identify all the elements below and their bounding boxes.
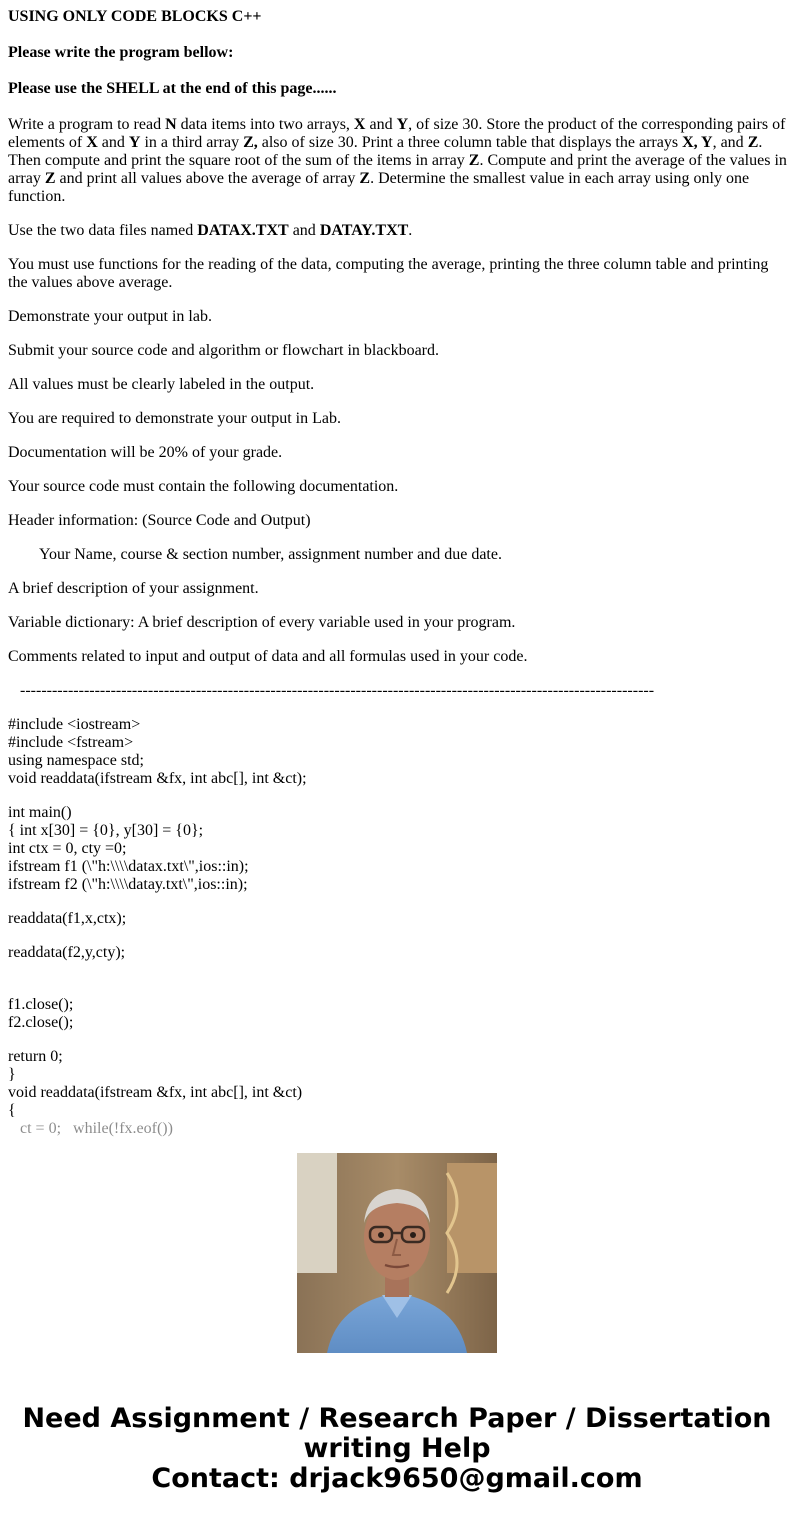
header-fields-note: Your Name, course & section number, assignment number and due date. — [39, 546, 502, 563]
code-line: f2.close(); — [8, 1014, 74, 1031]
heading-write-program: Please write the program bellow: — [8, 44, 234, 61]
separator-line: ----------------------------------------------------------------------------------------------------------------------- — [20, 682, 655, 699]
code-line: #include <iostream> — [8, 716, 141, 733]
documentation-grade-note: Documentation will be 20% of your grade. — [8, 444, 283, 461]
demonstrate-note: Demonstrate your output in lab. — [8, 308, 212, 325]
code-line: readdata(f1,x,ctx); — [8, 910, 127, 927]
task-description: Write a program to read N data items into two arrays, X and Y, of size 30. Store the product of the corresponding pairs of elements of X and Y in a third array Z, also of size 30. Print a three column table that displays the arrays X, Y, and Z. Then compute and print the square root of the sum of the items in array Z. Compute and print the average of the values in array Z and print all values above the average of array Z. Determine the smallest value in each array using only one function. — [8, 116, 787, 205]
code-line: } — [8, 1066, 16, 1083]
documentation-requirement: Your source code must contain the following documentation. — [8, 478, 399, 495]
heading-use-shell: Please use the SHELL at the end of this page...... — [8, 80, 337, 97]
labeled-output-note: All values must be clearly labeled in the output. — [8, 376, 315, 393]
code-line: #include <fstream> — [8, 734, 134, 751]
code-line: return 0; — [8, 1048, 63, 1065]
lab-demo-note: You are required to demonstrate your output in Lab. — [8, 410, 341, 427]
code-line: int ctx = 0, cty =0; — [8, 840, 127, 857]
code-readdata-x — [8, 910, 788, 928]
code-includes — [8, 716, 788, 788]
assignment-document — [8, 8, 788, 1137]
code-close-files — [8, 996, 788, 1032]
code-line: f1.close(); — [8, 996, 74, 1013]
comments-note: Comments related to input and output of data and all formulas used in your code. — [8, 648, 528, 665]
code-line: { int x[30] = {0}, y[30] = {0}; — [8, 822, 204, 839]
code-readdata-def — [8, 1048, 788, 1138]
code-main-decl — [8, 804, 788, 894]
code-readdata-y — [8, 944, 788, 962]
code-line-cut-off: ct = 0; while(!fx.eof()) — [8, 1120, 173, 1137]
header-info-note: Header information: (Source Code and Output) — [8, 512, 311, 529]
heading-code-blocks: USING ONLY CODE BLOCKS C++ — [8, 8, 262, 25]
code-line: ifstream f1 (\"h:\\\\datax.txt\",ios::in); — [8, 858, 249, 875]
code-line: int main() — [8, 804, 72, 821]
code-line: void readdata(ifstream &fx, int abc[], int &ct) — [8, 1084, 303, 1101]
code-line: { — [8, 1102, 16, 1119]
code-line: using namespace std; — [8, 752, 144, 769]
promo-line-1: Need Assignment / Research Paper / Dissertation — [22, 1403, 772, 1434]
variable-dictionary-note: Variable dictionary: A brief description of every variable used in your program. — [8, 614, 516, 631]
functions-requirement: You must use functions for the reading of the data, computing the average, printing the three column table and printing the values above average. — [8, 256, 769, 291]
submit-note: Submit your source code and algorithm or flowchart in blackboard. — [8, 342, 439, 359]
code-line: readdata(f2,y,cty); — [8, 944, 126, 961]
author-photo-illustration — [297, 1153, 497, 1353]
promo-line-2: writing Help — [303, 1433, 491, 1464]
promo-footer — [0, 1404, 794, 1494]
promo-contact: Contact: drjack9650@gmail.com — [151, 1463, 643, 1494]
data-files-note: Use the two data files named DATAX.TXT and DATAY.TXT. — [8, 222, 413, 239]
brief-description-note: A brief description of your assignment. — [8, 580, 259, 597]
code-line: ifstream f2 (\"h:\\\\datay.txt\",ios::in); — [8, 876, 248, 893]
author-photo — [297, 1153, 497, 1353]
code-line: void readdata(ifstream &fx, int abc[], int &ct); — [8, 770, 307, 787]
